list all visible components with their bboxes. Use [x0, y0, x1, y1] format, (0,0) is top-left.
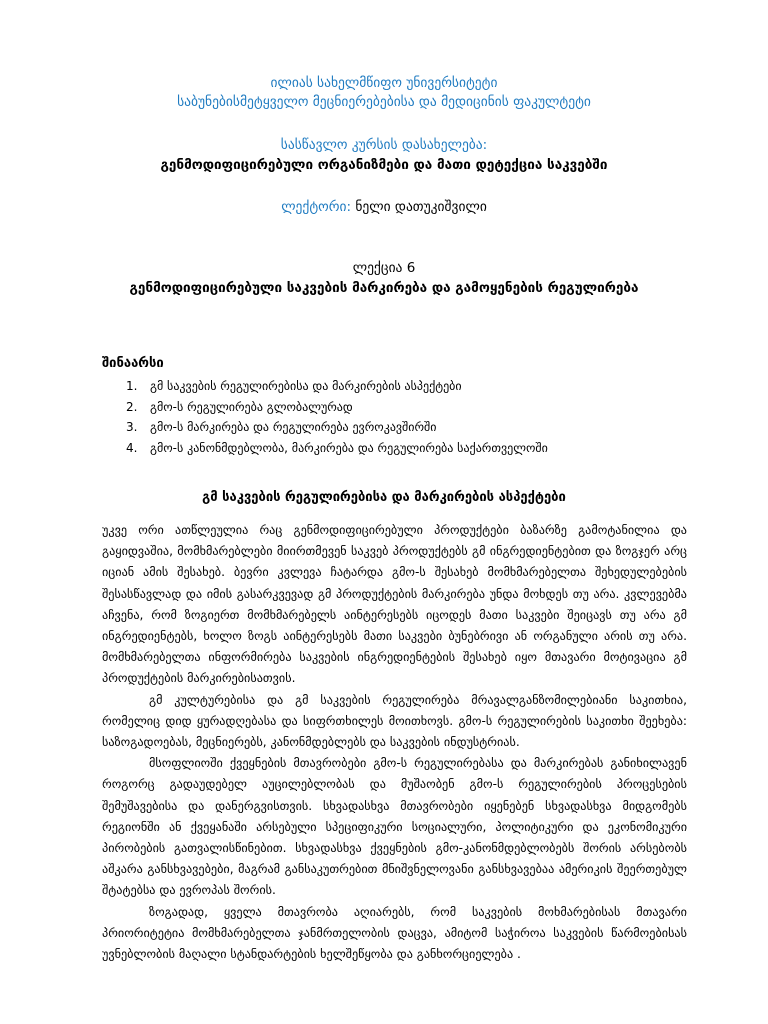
lecture-number: ლექცია 6: [352, 260, 416, 276]
contents-heading: შინაარსი: [102, 356, 164, 371]
body-paragraph: უკვე ორი ათწლეულია რაც გენმოდიფიცირებული პროდუქტები ბაზარზე გამოტანილია და გაყიდვაშია, მომხმარებლები მიირთმევენ საკვებ პროდუქტებს გმ ინგრედიენტებით და ზოგჯერ არც იციან ამის შესახებ. ბევრი კვლევა ჩატარდა გმო-ს შესახებ მომხმარებელთა შეხედულებების შესასწავლად და იმის გასარკვევად გმ პროდუქტების მარკირება უნდა მოხდეს თუ არა. კვლევებმა აჩვენა, რომ ზოგიერთ მომხმარებელს აინტერესებს იცოდეს მათი საკვები შეიცავს თუ არა გმ ინგრედიენტებს, ხოლო ზოგს აინტერესებს მათი საკვები ბუნებრივი ან ორგანული არის თუ არა. მომხმარებელთა ინფორმირება საკვების ინგრედიენტების შესახებ იყო მთავარი მოტივაცია გმ პროდუქტების მარკირებისათვის.: [102, 523, 687, 686]
body-paragraph: გმ კულტურებისა და გმ საკვების რეგულირება მრავალგანზომილებიანი საკითხია, რომელიც დიდ ყურადღებასა და სიფრთხილეს მოითხოვს. გმო-ს რეგულირების საკითხი შეეხება: საზოგადოებას, მეცნიერებს, კანონმდებლებს და საკვების ინდუსტრიას.: [102, 692, 687, 750]
section-body: [102, 520, 687, 965]
contents-item-number: 1.: [126, 379, 138, 393]
lecturer-label: ლექტორი:: [281, 199, 352, 215]
course-title: გენმოდიფიცირებული ორგანიზმები და მათი დეტექცია საკვებში: [160, 157, 608, 173]
body-paragraph: მსოფლიოში ქვეყნების მთავრობები გმო-ს რეგულირებასა და მარკირებას განიხილავენ როგორც გადაუდებელ აუცილებლობას და მუშაობენ გმო-ს რეგულირების პროცესების შემუშავებისა და დანერგვისთვის. სხვადასხვა მთავრობები იყენებენ სხვადასხვა მიდგომებს რეგიონში ან ქვეყანაში არსებული სპეციფიკური სოციალური, პოლიტიკური და ეკონომიკური პირობების გათვალისწინებით. სხვადასხვა ქვეყნების გმო-კანონმდებლობებს შორის არსებობს აშკარა განსხვავებები, მაგრამ განსაკუთრებით მნიშვნელოვანი განსხვავებაა ამერიკის შეერთებულ შტატებსა და ევროპას შორის.: [102, 756, 687, 898]
contents-item-number: 2.: [126, 399, 138, 414]
contents-item: [126, 417, 548, 438]
lecturer-line: [0, 199, 768, 215]
contents-item: [126, 397, 548, 418]
contents-item: [126, 376, 548, 397]
section-title: გმ საკვების რეგულირებისა და მარკირების ასპექტები: [202, 490, 566, 505]
lecturer-name: ნელი დათუკიშვილი: [351, 199, 487, 215]
contents-list: [126, 376, 548, 458]
university-name: ილიას სახელმწიფო უნივერსიტეტი: [270, 75, 498, 91]
contents-item: [126, 438, 548, 459]
contents-item-text: გმო-ს კანონმდებლობა, მარკირება და რეგულირება საქართველოში: [150, 440, 548, 455]
contents-item-number: 4.: [126, 440, 138, 455]
contents-item-text: გმ საკვების რეგულირებისა და მარკირების ასპექტები: [150, 379, 462, 393]
contents-item-text: გმო-ს რეგულირება გლობალურად: [150, 399, 353, 414]
contents-item-text: გმო-ს მარკირება და რეგულირება ევროკავშირში: [150, 420, 437, 434]
document-header: [0, 74, 768, 112]
lecture-title: გენმოდიფიცირებული საკვების მარკირება და გამოყენების რეგულირება: [129, 280, 639, 296]
course-label: სასწავლო კურსის დასახელება:: [280, 137, 488, 153]
body-paragraph: ზოგადად, ყველა მთავრობა აღიარებს, რომ საკვების მოხმარებისას მთავარი პრიორიტეტია მომხმარებელთა ჯანმრთელობის დაცვა, ამიტომ საჭიროა საკვების წარმოებისას უვნებლობის მაღალი სტანდარტების ხელშეწყობა და განხორციელება .: [102, 904, 687, 962]
contents-item-number: 3.: [126, 420, 138, 434]
faculty-name: საბუნებისმეტყველო მეცნიერებებისა და მედიცინის ფაკულტეტი: [177, 94, 591, 110]
